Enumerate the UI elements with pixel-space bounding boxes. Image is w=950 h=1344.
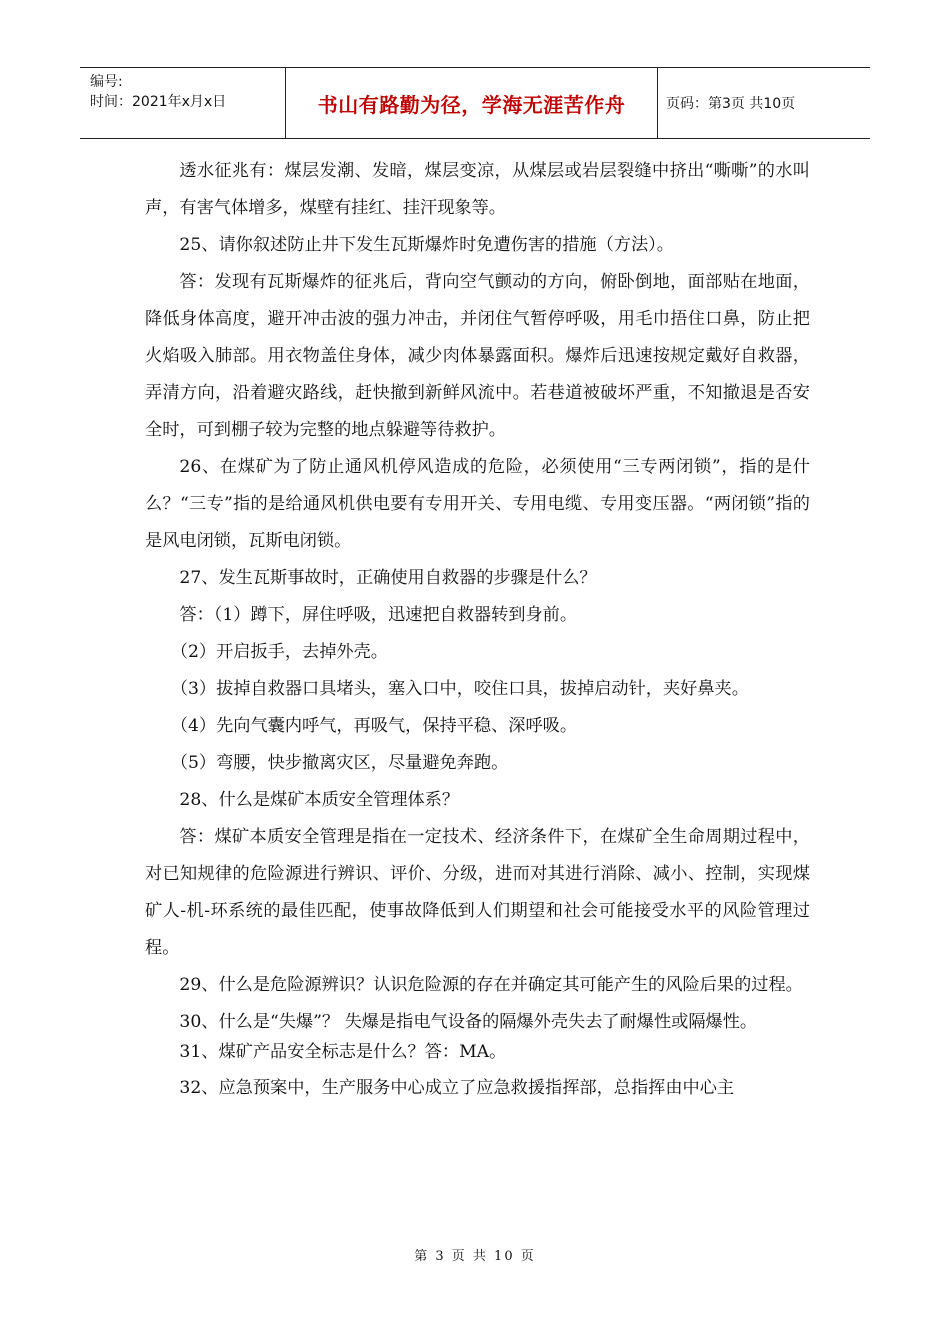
page-footer: 第 3 页 共 10 页 [414, 1249, 536, 1264]
question-27: 27、发生瓦斯事故时，正确使用自救器的步骤是什么？ [179, 568, 597, 588]
header-page-cell [658, 68, 870, 138]
paragraph: 透水征兆有：煤层发潮、发暗，煤层变凉，从煤层或岩层裂缝中挤出“嘶嘶”的水叫声，有害气体增多，煤壁有挂红、挂汗现象等。 [145, 161, 810, 218]
header-meta [80, 68, 285, 138]
question-28: 28、什么是煤矿本质安全管理体系？ [179, 790, 460, 810]
question-31: 31、煤矿产品安全标志是什么？答：MA。 [179, 1042, 507, 1062]
document-date: 时间：2021年x月x日 [90, 94, 227, 110]
question-32: 32、应急预案中，生产服务中心成立了应急救援指挥部，总指挥由中心主 [179, 1078, 735, 1098]
answer-25: 答：发现有瓦斯爆炸的征兆后，背向空气颤动的方向，俯卧倒地，面部贴在地面，降低身体高度，避开冲击波的强力冲击，并闭住气暂停呼吸，用毛巾捂住口鼻，防止把火焰吸入肺部。用衣物盖住身体，减少肉体暴露面积。爆炸后迅速按规定戴好自救器，弄清方向，沿着避灾路线，赶快撤到新鲜风流中。若巷道被破坏严重，不知撤退是否安全时，可到棚子较为完整的地点躲避等待救护。 [145, 272, 810, 440]
answer-27-step-1: 答：（1）蹲下，屏住呼吸，迅速把自救器转到身前。 [179, 605, 578, 625]
header-motto: 书山有路勤为径，学海无涯苦作舟 [317, 92, 626, 117]
question-29: 29、什么是危险源辨识？认识危险源的存在并确定其可能产生的风险后果的过程。 [179, 975, 803, 995]
answer-27-step-4: （4）先向气囊内呼气，再吸气，保持平稳、深呼吸。 [170, 716, 578, 736]
question-25: 25、请你叙述防止井下发生瓦斯爆炸时免遭伤害的措施（方法）。 [179, 235, 674, 255]
document-number: 编号: [90, 74, 123, 90]
answer-27-step-2: （2）开启扳手，去掉外壳。 [170, 642, 388, 662]
header-page-number: 页码：第3页 共10页 [666, 96, 796, 112]
document-body [145, 153, 810, 1107]
question-30: 30、什么是“失爆”？ 失爆是指电气设备的隔爆外壳失去了耐爆性或隔爆性。 [179, 1012, 758, 1032]
question-26: 26、在煤矿为了防止通风机停风造成的危险，必须使用“三专两闭锁”，指的是什么？“三专”指的是给通风机供电要有专用开关、专用电缆、专用变压器。“两闭锁”指的是风电闭锁，瓦斯电闭锁。 [145, 457, 810, 551]
page-header [80, 67, 870, 139]
header-motto-cell [285, 68, 658, 138]
answer-27-step-5: （5）弯腰，快步撤离灾区，尽量避免奔跑。 [170, 753, 509, 773]
answer-28: 答：煤矿本质安全管理是指在一定技术、经济条件下，在煤矿全生命周期过程中，对已知规律的危险源进行辨识、评价、分级，进而对其进行消除、减小、控制，实现煤矿人-机-环系统的最佳匹配，使事故降低到人们期望和社会可能接受水平的风险管理过程。 [145, 827, 810, 958]
answer-27-step-3: （3）拔掉自救器口具堵头，塞入口中，咬住口具，拔掉启动针，夹好鼻夹。 [170, 679, 749, 699]
